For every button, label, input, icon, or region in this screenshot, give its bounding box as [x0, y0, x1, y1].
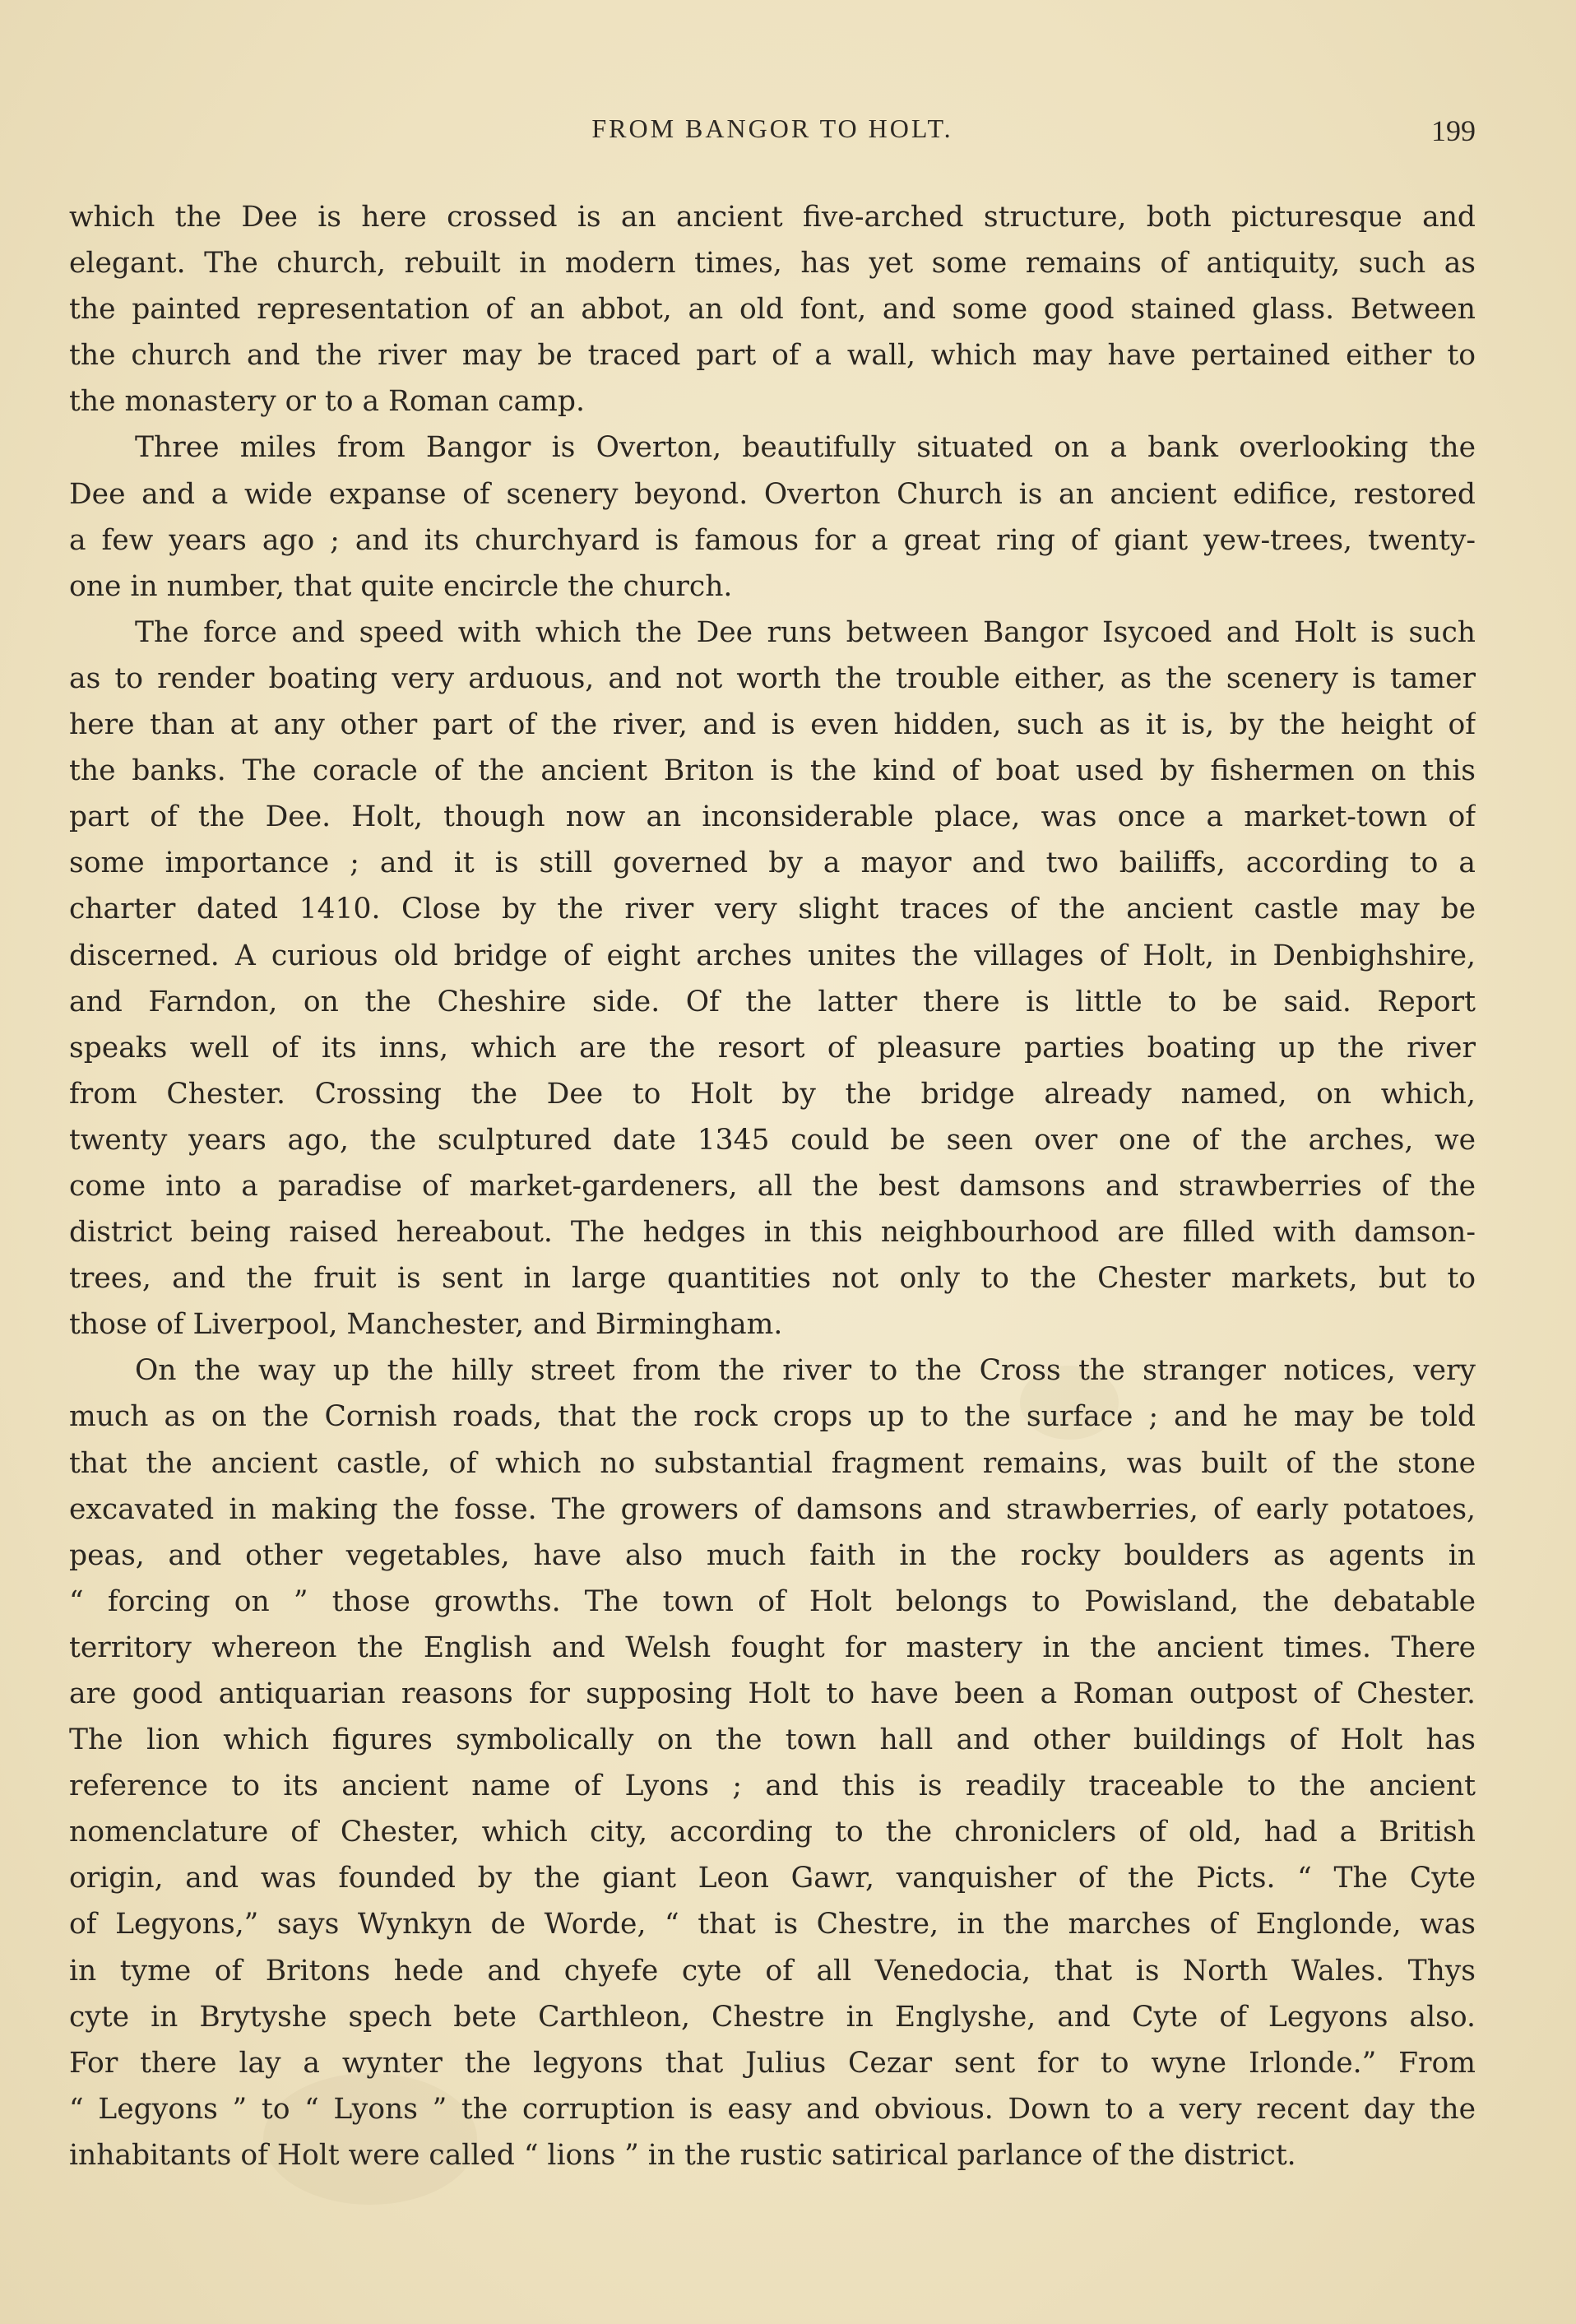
running-title: FROM BANGOR TO HOLT.	[591, 114, 953, 143]
text-line: The lion which figures symbolically on the town hall and other buildings of Holt has	[69, 1723, 1476, 1757]
body-text	[69, 194, 1476, 2178]
paragraph	[69, 194, 1476, 424]
text-line: speaks well of its inns, which are the resort of pleasure parties boating up the river	[69, 1031, 1476, 1065]
paragraph	[69, 610, 1476, 1348]
text-line: one in number, that quite encircle the church.	[69, 569, 733, 603]
text-line: and Farndon, on the Cheshire side. Of the latter there is little to be said. Report	[69, 985, 1476, 1018]
text-line: district being raised hereabout. The hedges in this neighbourhood are filled with damson-	[69, 1216, 1476, 1250]
text-line: the church and the river may be traced part of a wall, which may have pertained either to	[69, 339, 1476, 373]
text-line: discerned. A curious old bridge of eight arches unites the villages of Holt, in Denbighshire,	[69, 939, 1476, 972]
text-line: much as on the Cornish roads, that the rock crops up to the surface ; and he may be told	[69, 1400, 1476, 1434]
text-line: The force and speed with which the Dee runs between Bangor Isycoed and Holt is such	[135, 615, 1476, 649]
text-line: inhabitants of Holt were called “ lions ” in the rustic satirical parlance of the district.	[69, 2138, 1296, 2172]
text-line: of Legyons,” says Wynkyn de Worde, “ that is Chestre, in the marches of Englonde, was	[69, 1908, 1476, 1941]
text-line: a few years ago ; and its churchyard is famous for a great ring of giant yew-trees, twenty-	[69, 523, 1476, 557]
text-line: from Chester. Crossing the Dee to Holt by the bridge already named, on which,	[69, 1077, 1476, 1111]
text-line: reference to its ancient name of Lyons ; and this is readily traceable to the ancient	[69, 1770, 1476, 1803]
text-line: in tyme of Britons hede and chyefe cyte of all Venedocia, that is North Wales. Thys	[69, 1954, 1476, 1988]
text-line: charter dated 1410. Close by the river very slight traces of the ancient castle may be	[69, 893, 1476, 926]
text-line: Three miles from Bangor is Overton, beautifully situated on a bank overlooking the	[135, 431, 1476, 465]
text-line: origin, and was founded by the giant Leon Gawr, vanquisher of the Picts. “ The Cyte	[69, 1862, 1476, 1895]
text-line: the painted representation of an abbot, an old font, and some good stained glass. Between	[69, 293, 1476, 327]
text-line: Dee and a wide expanse of scenery beyond. Overton Church is an ancient edifice, restored	[69, 477, 1476, 511]
text-line: excavated in making the fosse. The growers of damsons and strawberries, of early potatoes,	[69, 1492, 1476, 1526]
text-line: territory whereon the English and Welsh fought for mastery in the ancient times. There	[69, 1631, 1476, 1664]
text-line: the banks. The coracle of the ancient Briton is the kind of boat used by fishermen on this	[69, 754, 1476, 788]
text-line: here than at any other part of the river, and is even hidden, such as it is, by the height of	[69, 708, 1476, 742]
text-line: nomenclature of Chester, which city, according to the chroniclers of old, had a British	[69, 1816, 1476, 1849]
paragraph	[69, 1348, 1476, 2178]
running-head	[69, 114, 1476, 153]
text-line: For there lay a wynter the legyons that Julius Cezar sent for to wyne Irlonde.” From	[69, 2046, 1476, 2080]
paragraph	[69, 424, 1476, 609]
text-line: trees, and the fruit is sent in large quantities not only to the Chester markets, but to	[69, 1262, 1476, 1296]
text-line: those of Liverpool, Manchester, and Birmingham.	[69, 1308, 783, 1342]
text-line: come into a paradise of market-gardeners, all the best damsons and strawberries of the	[69, 1169, 1476, 1203]
text-line: are good antiquarian reasons for supposing Holt to have been a Roman outpost of Chester.	[69, 1677, 1476, 1710]
text-line: part of the Dee. Holt, though now an inconsiderable place, was once a market-town of	[69, 800, 1476, 834]
page-number: 199	[1431, 114, 1476, 147]
text-line: twenty years ago, the sculptured date 1345 could be seen over one of the arches, we	[69, 1123, 1476, 1157]
text-line: that the ancient castle, of which no substantial fragment remains, was built of the stone	[69, 1446, 1476, 1480]
text-line: as to render boating very arduous, and not worth the trouble either, as the scenery is tamer	[69, 661, 1476, 695]
text-line: elegant. The church, rebuilt in modern times, has yet some remains of antiquity, such as	[69, 247, 1476, 281]
text-line: “ Legyons ” to “ Lyons ” the corruption is easy and obvious. Down to a very recent day the	[69, 2092, 1476, 2126]
text-line: the monastery or to a Roman camp.	[69, 385, 585, 419]
text-line: some importance ; and it is still governed by a mayor and two bailiffs, according to a	[69, 847, 1476, 880]
text-line: which the Dee is here crossed is an ancient five-arched structure, both picturesque and	[69, 201, 1476, 234]
text-line: cyte in Brytyshe spech bete Carthleon, Chestre in Englyshe, and Cyte of Legyons also.	[69, 2000, 1476, 2034]
text-line: “ forcing on ” those growths. The town of Holt belongs to Powisland, the debatable	[69, 1584, 1476, 1618]
text-line: On the way up the hilly street from the river to the Cross the stranger notices, very	[135, 1354, 1476, 1388]
text-line: peas, and other vegetables, have also much faith in the rocky boulders as agents in	[69, 1538, 1476, 1572]
